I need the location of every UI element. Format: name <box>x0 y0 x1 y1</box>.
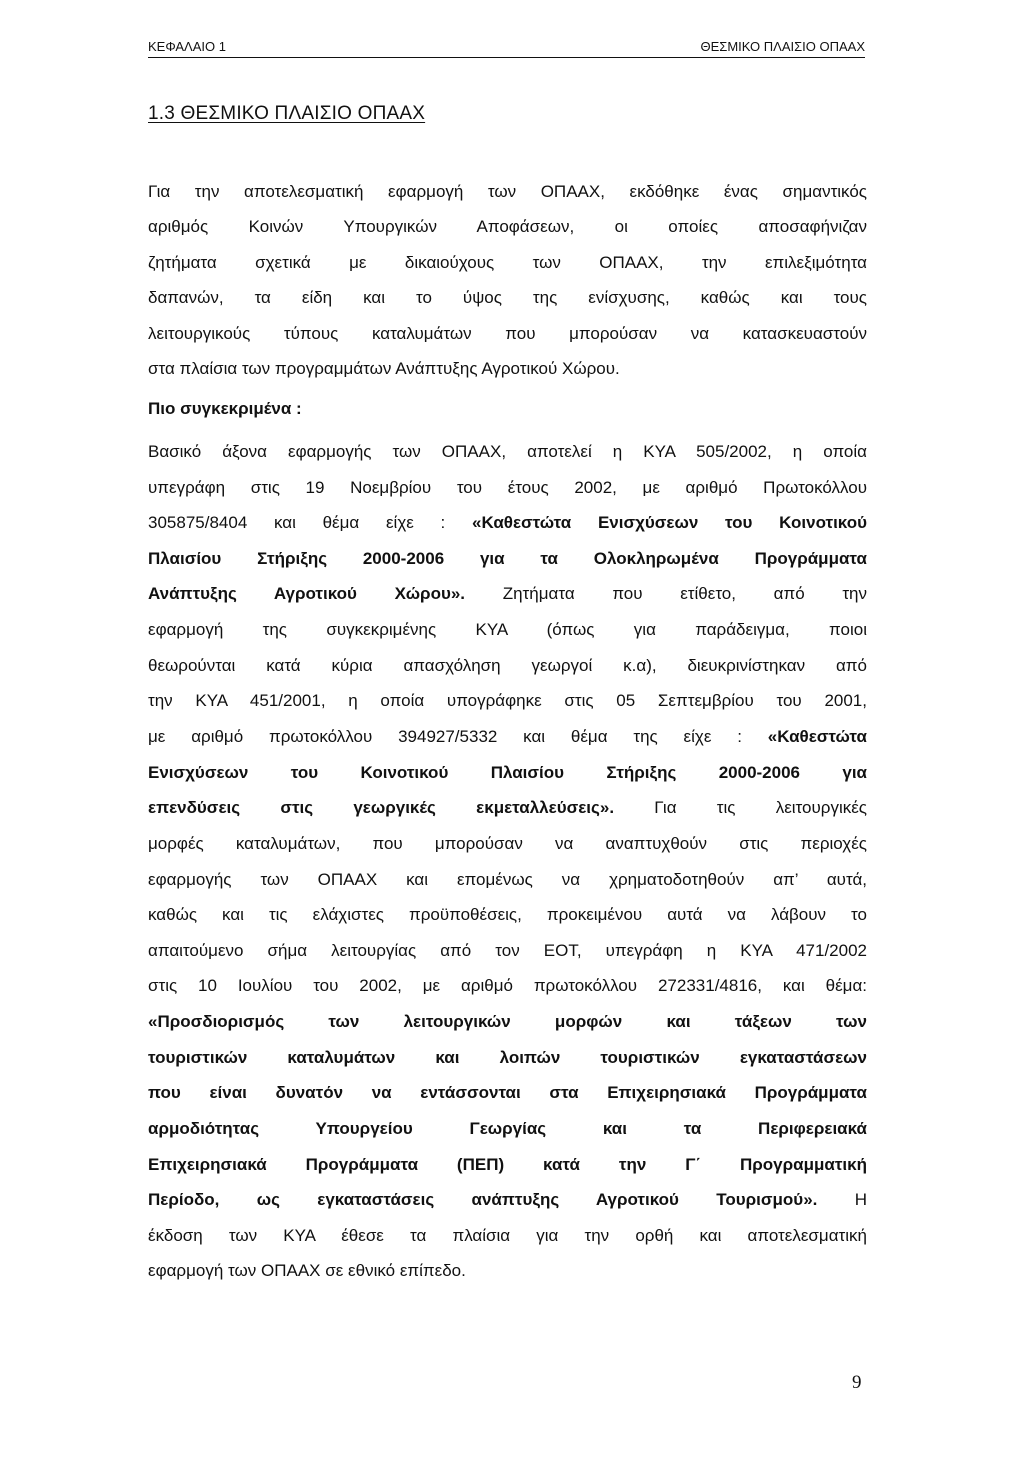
text-line <box>148 512 867 534</box>
text-line: Για την αποτελεσματική εφαρμογή των ΟΠΑΑΧ, εκδόθηκε ένας σημαντικός <box>148 182 867 201</box>
text-line: Επιχειρησιακά Προγράμματα (ΠΕΠ) κατά την Γ΄ Προγραμματική <box>148 1155 867 1174</box>
text-line: λειτουργικούς τύπους καταλυμάτων που μπορούσαν να κατασκευαστούν <box>148 324 867 343</box>
text-line: δαπανών, τα είδη και το ύψος της ενίσχυσης, καθώς και τους <box>148 288 867 307</box>
text-line <box>148 726 867 748</box>
chapter-title: ΘΕΣΜΙΚΟ ΠΛΑΙΣΙΟ ΟΠΑΑΧ <box>700 39 865 54</box>
text-line: που είναι δυνατόν να εντάσσονται στα Επιχειρησιακά Προγράμματα <box>148 1083 867 1102</box>
text-run-bold: Ανάπτυξης Αγροτικού Χώρου». <box>148 584 466 603</box>
text-run: Ζητήματα που ετίθετο, από την <box>465 584 868 603</box>
text-line: αρμοδιότητας Υπουργείου Γεωργίας και τα Περιφερειακά <box>148 1119 867 1138</box>
text-line: εφαρμογή των ΟΠΑΑΧ σε εθνικό επίπεδο. <box>148 1261 466 1280</box>
running-header <box>148 37 865 58</box>
text-line: μορφές καταλυμάτων, που μπορούσαν να αναπτυχθούν στις περιοχές <box>148 834 867 853</box>
text-line: εφαρμογής των ΟΠΑΑΧ και επομένως να χρηματοδοτηθούν απ’ αυτά, <box>148 870 867 889</box>
text-line: τουριστικών καταλυμάτων και λοιπών τουριστικών εγκαταστάσεων <box>148 1048 867 1067</box>
text-run-bold: Περίοδο, ως εγκαταστάσεις ανάπτυξης Αγροτικού Τουρισμού». <box>148 1190 818 1209</box>
text-line: καθώς και τις ελάχιστες προϋποθέσεις, προκειμένου αυτά να λάβουν το <box>148 905 867 924</box>
text-line: στα πλαίσια των προγραμμάτων Ανάπτυξης Αγροτικού Χώρου. <box>148 359 620 378</box>
text-line: εφαρμογή της συγκεκριμένης ΚΥΑ (όπως για παράδειγμα, ποιοι <box>148 620 867 639</box>
text-run: 305875/8404 και θέμα είχε : <box>148 513 472 532</box>
text-line: «Προσδιορισμός των λειτουργικών μορφών και τάξεων των <box>148 1012 867 1031</box>
text-line: Βασικό άξονα εφαρμογής των ΟΠΑΑΧ, αποτελεί η ΚΥΑ 505/2002, η οποία <box>148 442 867 461</box>
text-run: με αριθμό πρωτοκόλλου 394927/5332 και θέμα της είχε : <box>148 727 768 746</box>
text-line: ζητήματα σχετικά με δικαιούχους των ΟΠΑΑΧ, την επιλεξιμότητα <box>148 253 867 272</box>
page-number: 9 <box>852 1372 862 1393</box>
text-run-bold: «Καθεστώτα <box>767 727 867 746</box>
text-line: την ΚΥΑ 451/2001, η οποία υπογράφηκε στις 05 Σεπτεμβρίου του 2001, <box>148 691 867 710</box>
chapter-label: ΚΕΦΑΛΑΙΟ 1 <box>148 39 226 54</box>
subheading: Πιο συγκεκριμένα : <box>148 399 302 418</box>
text-run: Η <box>817 1190 868 1209</box>
text-run: Για τις λειτουργικές <box>614 798 867 817</box>
section-heading: 1.3 ΘΕΣΜΙΚΟ ΠΛΑΙΣΙΟ ΟΠΑΑΧ <box>148 103 426 124</box>
text-line: υπεγράφη στις 19 Νοεμβρίου του έτους 2002, με αριθμό Πρωτοκόλλου <box>148 478 867 497</box>
text-line: αριθμός Κοινών Υπουργικών Αποφάσεων, οι οποίες αποσαφήνιζαν <box>148 217 867 236</box>
text-line: Πλαισίου Στήριξης 2000-2006 για τα Ολοκληρωμένα Προγράμματα <box>148 549 867 568</box>
text-line: θεωρούνται κατά κύρια απασχόληση γεωργοί κ.α), διευκρινίστηκαν από <box>148 656 867 675</box>
text-run-bold: «Καθεστώτα Ενισχύσεων του Κοινοτικού <box>472 513 867 532</box>
text-line <box>148 583 867 605</box>
text-line: Ενισχύσεων του Κοινοτικού Πλαισίου Στήριξης 2000-2006 για <box>148 763 867 782</box>
text-line <box>148 1189 867 1211</box>
text-run-bold: επενδύσεις στις γεωργικές εκμεταλλεύσεις». <box>148 798 615 817</box>
text-line: στις 10 Ιουλίου του 2002, με αριθμό πρωτοκόλλου 272331/4816, και θέμα: <box>148 976 867 995</box>
text-line: έκδοση των ΚΥΑ έθεσε τα πλαίσια για την ορθή και αποτελεσματική <box>148 1226 867 1245</box>
text-line: απαιτούμενο σήμα λειτουργίας από τον ΕΟΤ, υπεγράφη η ΚΥΑ 471/2002 <box>148 941 867 960</box>
text-line <box>148 797 867 819</box>
